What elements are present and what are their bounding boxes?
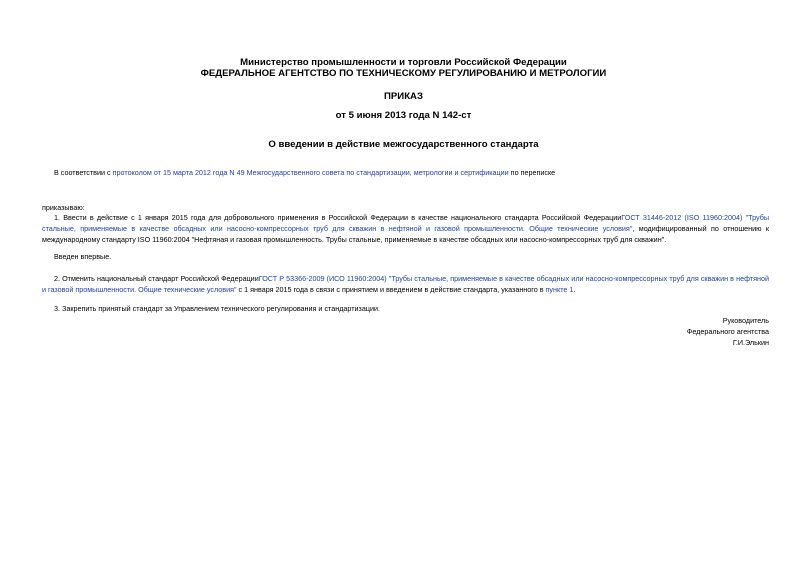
item-1-text-before: 1. Ввести в действие с 1 января 2015 года для добровольного применения в Российской Федерации в качестве национального стандарта Российской Федерации bbox=[54, 213, 622, 222]
order-word: приказываю: bbox=[42, 203, 85, 212]
item-2-text-before: 2. Отменить национальный стандарт Российской Федерации bbox=[54, 274, 259, 283]
signature-agency: Федерального агентства bbox=[686, 327, 769, 336]
first-time-note: Введен впервые. bbox=[54, 252, 112, 261]
ministry-title: Министерство промышленности и торговли Российской Федерации bbox=[240, 57, 567, 68]
gost-31446-link[interactable]: ГОСТ 31446-2012 (ISO 11960:2004) "Трубы стальные, применяемые в качестве обсадных или насосно-компрессорных труб для скважин в нефтяной и газовой промышленности. Общие технические условия" bbox=[42, 213, 769, 233]
signature-position: Руководитель bbox=[722, 316, 769, 325]
gost-r-53366-link[interactable]: ГОСТ Р 53366-2009 (ИСО 11960:2004) "Трубы стальные, применяемые в качестве обсадных или насосно-компрессорных труб для скважин в нефтяной и газовой промышленности. Общие технические условия" bbox=[42, 274, 769, 294]
item-2-text-mid: с 1 января 2015 года в связи с принятием и введением в действие стандарта, указанного в bbox=[236, 284, 546, 294]
agency-title: ФЕДЕРАЛЬНОЕ АГЕНТСТВО ПО ТЕХНИЧЕСКОМУ РЕГУЛИРОВАНИЮ И МЕТРОЛОГИИ bbox=[200, 68, 607, 79]
item-3: 3. Закрепить принятый стандарт за Управлением технического регулирования и стандартизации. bbox=[54, 304, 380, 313]
item-2 bbox=[42, 274, 769, 296]
item-1-text-after: , модифицированный по отношению к международному стандарту ISO 11960:2004 "Нефтяная и газовая промышленность. Трубы стальные, применяемые в качестве обсадных или насосно-компрессорных труб для скважин". bbox=[42, 223, 770, 244]
protocol-link[interactable]: протоколом от 15 марта 2012 года N 49 Межгосударственного совета по стандартизации, метрологии и сертификации bbox=[112, 168, 509, 177]
doc-type: ПРИКАЗ bbox=[384, 91, 423, 102]
preamble bbox=[42, 168, 769, 179]
signature-name: Г.И.Элькин bbox=[732, 338, 769, 347]
preamble-text-after: по переписке bbox=[508, 168, 556, 177]
date-number: от 5 июня 2013 года N 142-ст bbox=[335, 110, 472, 121]
preamble-text-before: В соответствии с bbox=[54, 168, 113, 177]
order-subject: О введении в действие межгосударственного стандарта bbox=[268, 139, 539, 150]
item-1-ref-link[interactable]: пункте 1 bbox=[545, 284, 574, 294]
item-2-text-after: . bbox=[573, 284, 576, 294]
item-1 bbox=[42, 213, 769, 245]
